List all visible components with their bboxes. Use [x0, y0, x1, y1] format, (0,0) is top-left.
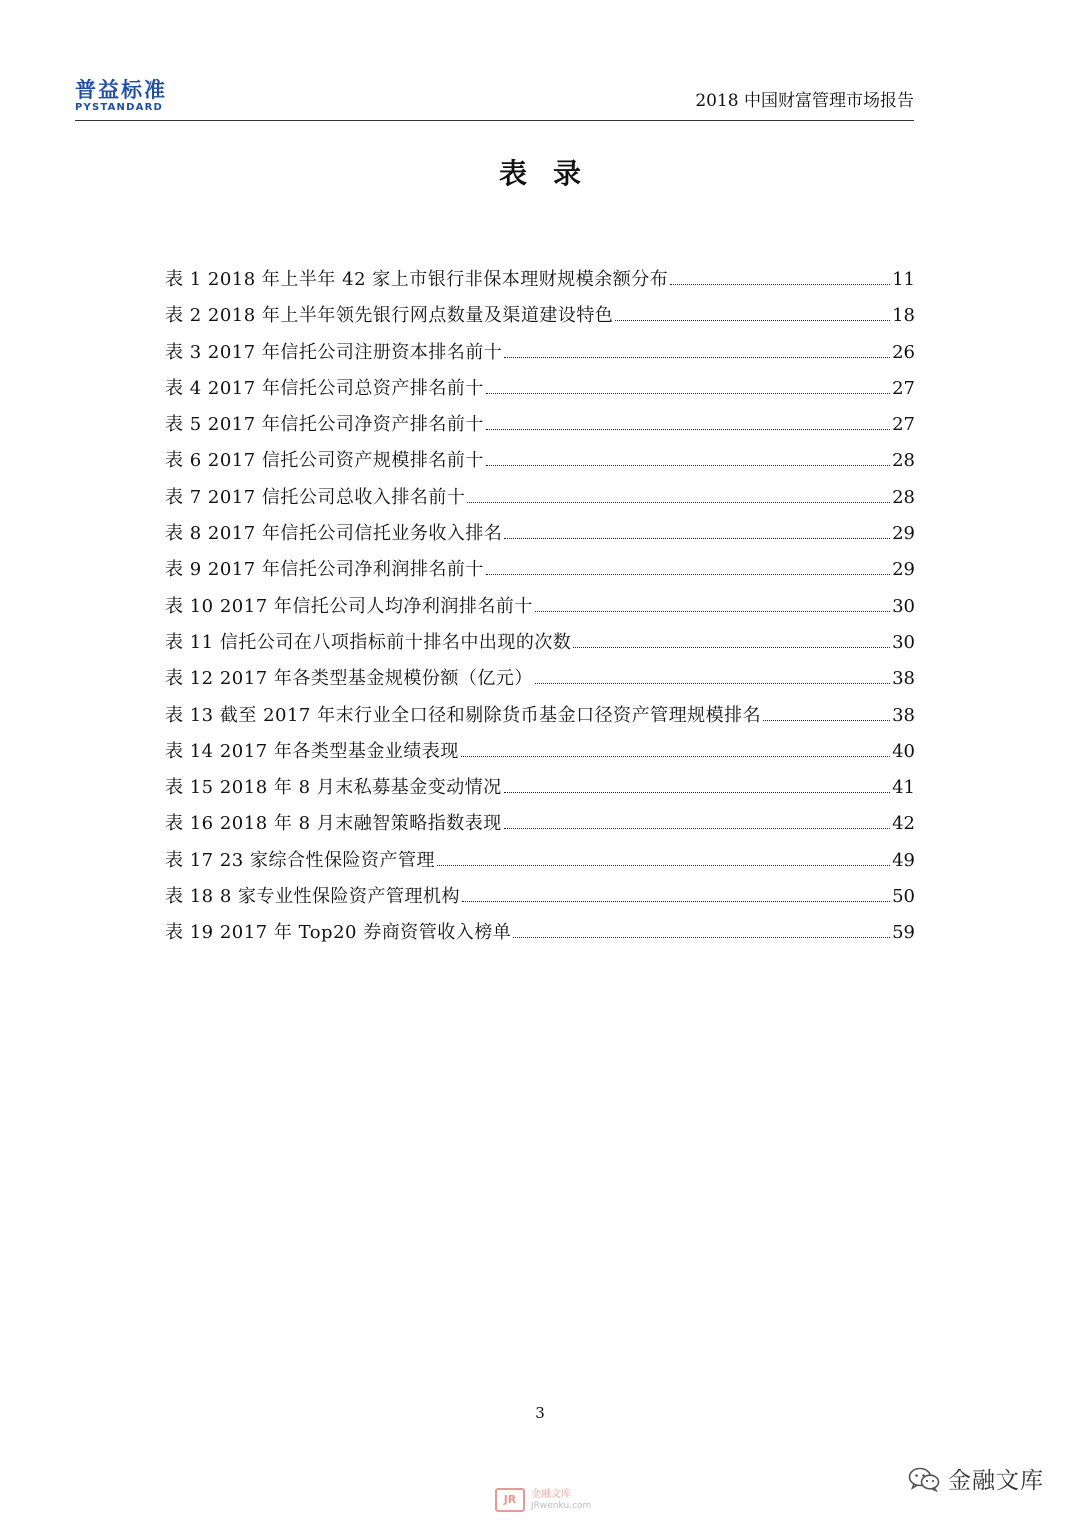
toc-entry-page: 11: [892, 269, 915, 290]
toc-entry-label: 表 15 2018 年 8 月末私募基金变动情况: [165, 777, 502, 799]
toc-entry-label: 表 7 2017 信托公司总收入排名前十: [165, 486, 466, 508]
toc-entry[interactable]: [165, 480, 915, 516]
toc-entry-page: 28: [892, 450, 915, 472]
toc-entry-label: 表 6 2017 信托公司资产规模排名前十: [165, 450, 484, 472]
toc-entry[interactable]: [165, 262, 915, 298]
toc-entry[interactable]: [165, 443, 915, 479]
toc-entry-label: 表 16 2018 年 8 月末融智策略指数表现: [165, 813, 502, 835]
toc-entry-label: 表 5 2017 年信托公司净资产排名前十: [165, 414, 484, 436]
brand-logo: [75, 78, 185, 114]
toc-leader-dots: [504, 538, 890, 539]
toc-entry-page: 41: [892, 777, 915, 799]
toc-entry-page: 28: [892, 486, 915, 508]
toc-entry[interactable]: [165, 407, 915, 443]
table-list: [165, 262, 915, 952]
toc-leader-dots: [535, 611, 890, 612]
toc-entry-page: 38: [892, 668, 915, 690]
toc-entry-label: 表 11 信托公司在八项指标前十排名中出现的次数: [165, 631, 572, 653]
toc-entry-page: 59: [892, 922, 915, 944]
page-number: 3: [535, 1404, 545, 1422]
toc-entry[interactable]: [165, 298, 915, 334]
toc-leader-dots: [513, 937, 890, 938]
toc-entry[interactable]: [165, 734, 915, 770]
logo-english-name: PYSTANDARD: [75, 102, 163, 113]
toc-leader-dots: [504, 828, 890, 829]
toc-entry[interactable]: [165, 625, 915, 661]
toc-entry[interactable]: [165, 843, 915, 879]
toc-entry-label: 表 2 2018 年上半年领先银行网点数量及渠道建设特色: [165, 305, 614, 327]
toc-entry[interactable]: [165, 879, 915, 915]
wechat-icon: [908, 1466, 940, 1492]
toc-entry-page: 42: [892, 813, 915, 835]
toc-entry-label: 表 1 2018 年上半年 42 家上市银行非保本理财规模余额分布: [165, 269, 669, 290]
toc-leader-dots: [486, 429, 890, 430]
toc-entry[interactable]: [165, 589, 915, 625]
toc-entry-label: 表 8 2017 年信托公司信托业务收入排名: [165, 523, 503, 545]
toc-entry-page: 30: [892, 631, 915, 653]
logo-chinese-name: 普益标准: [75, 78, 167, 102]
toc-leader-dots: [670, 284, 890, 285]
toc-entry-page: 29: [892, 523, 915, 545]
toc-entry-label: 表 9 2017 年信托公司净利润排名前十: [165, 559, 484, 581]
toc-entry[interactable]: [165, 915, 915, 951]
toc-leader-dots: [437, 865, 890, 866]
header-divider: [75, 120, 914, 121]
toc-leader-dots: [504, 792, 890, 793]
toc-entry-page: 29: [892, 559, 915, 581]
toc-entry-label: 表 10 2017 年信托公司人均净利润排名前十: [165, 595, 533, 617]
page-title: 表录: [498, 157, 607, 190]
toc-entry-page: 50: [892, 886, 915, 908]
toc-entry-label: 表 14 2017 年各类型基金业绩表现: [165, 740, 459, 762]
wechat-watermark: [908, 1462, 1044, 1495]
toc-leader-dots: [535, 683, 890, 684]
toc-entry-page: 18: [892, 305, 915, 327]
toc-entry-page: 30: [892, 595, 915, 617]
toc-leader-dots: [467, 502, 890, 503]
toc-leader-dots: [615, 320, 890, 321]
toc-entry-page: 27: [892, 377, 915, 399]
toc-entry-page: 26: [892, 341, 915, 363]
toc-entry-label: 表 4 2017 年信托公司总资产排名前十: [165, 377, 484, 399]
toc-leader-dots: [462, 901, 890, 902]
toc-leader-dots: [504, 357, 890, 358]
toc-entry-page: 40: [892, 740, 915, 762]
toc-leader-dots: [486, 574, 890, 575]
toc-leader-dots: [573, 647, 890, 648]
toc-entry-label: 表 13 截至 2017 年末行业全口径和剔除货币基金口径资产管理规模排名: [165, 704, 762, 726]
toc-entry[interactable]: [165, 698, 915, 734]
toc-entry-page: 49: [892, 849, 915, 871]
watermark-text: 金融文库: [531, 1488, 571, 1500]
toc-entry-label: 表 19 2017 年 Top20 券商资管收入榜单: [165, 922, 512, 944]
watermark-url: JRwenku.com: [531, 1500, 592, 1511]
toc-entry-page: 27: [892, 414, 915, 436]
watermark-brand-text: 金融文库: [948, 1468, 1044, 1494]
toc-entry-label: 表 3 2017 年信托公司注册资本排名前十: [165, 341, 503, 363]
toc-entry-label: 表 12 2017 年各类型基金规模份额（亿元）: [165, 668, 533, 690]
toc-entry-label: 表 18 8 家专业性保险资产管理机构: [165, 886, 461, 908]
toc-leader-dots: [461, 756, 890, 757]
toc-entry-page: 38: [892, 704, 915, 726]
toc-entry[interactable]: [165, 516, 915, 552]
jr-logo-icon: JR: [495, 1488, 525, 1512]
toc-entry[interactable]: [165, 371, 915, 407]
toc-entry[interactable]: [165, 552, 915, 588]
center-watermark: [495, 1488, 591, 1512]
toc-leader-dots: [486, 465, 890, 466]
toc-leader-dots: [486, 393, 890, 394]
toc-entry[interactable]: [165, 770, 915, 806]
report-title: 2018 中国财富管理市场报告: [695, 91, 914, 111]
toc-entry[interactable]: [165, 661, 915, 697]
toc-leader-dots: [763, 720, 890, 721]
toc-entry[interactable]: [165, 806, 915, 842]
toc-entry-label: 表 17 23 家综合性保险资产管理: [165, 849, 435, 871]
watermark-text-group: [531, 1489, 591, 1512]
toc-entry[interactable]: [165, 335, 915, 371]
